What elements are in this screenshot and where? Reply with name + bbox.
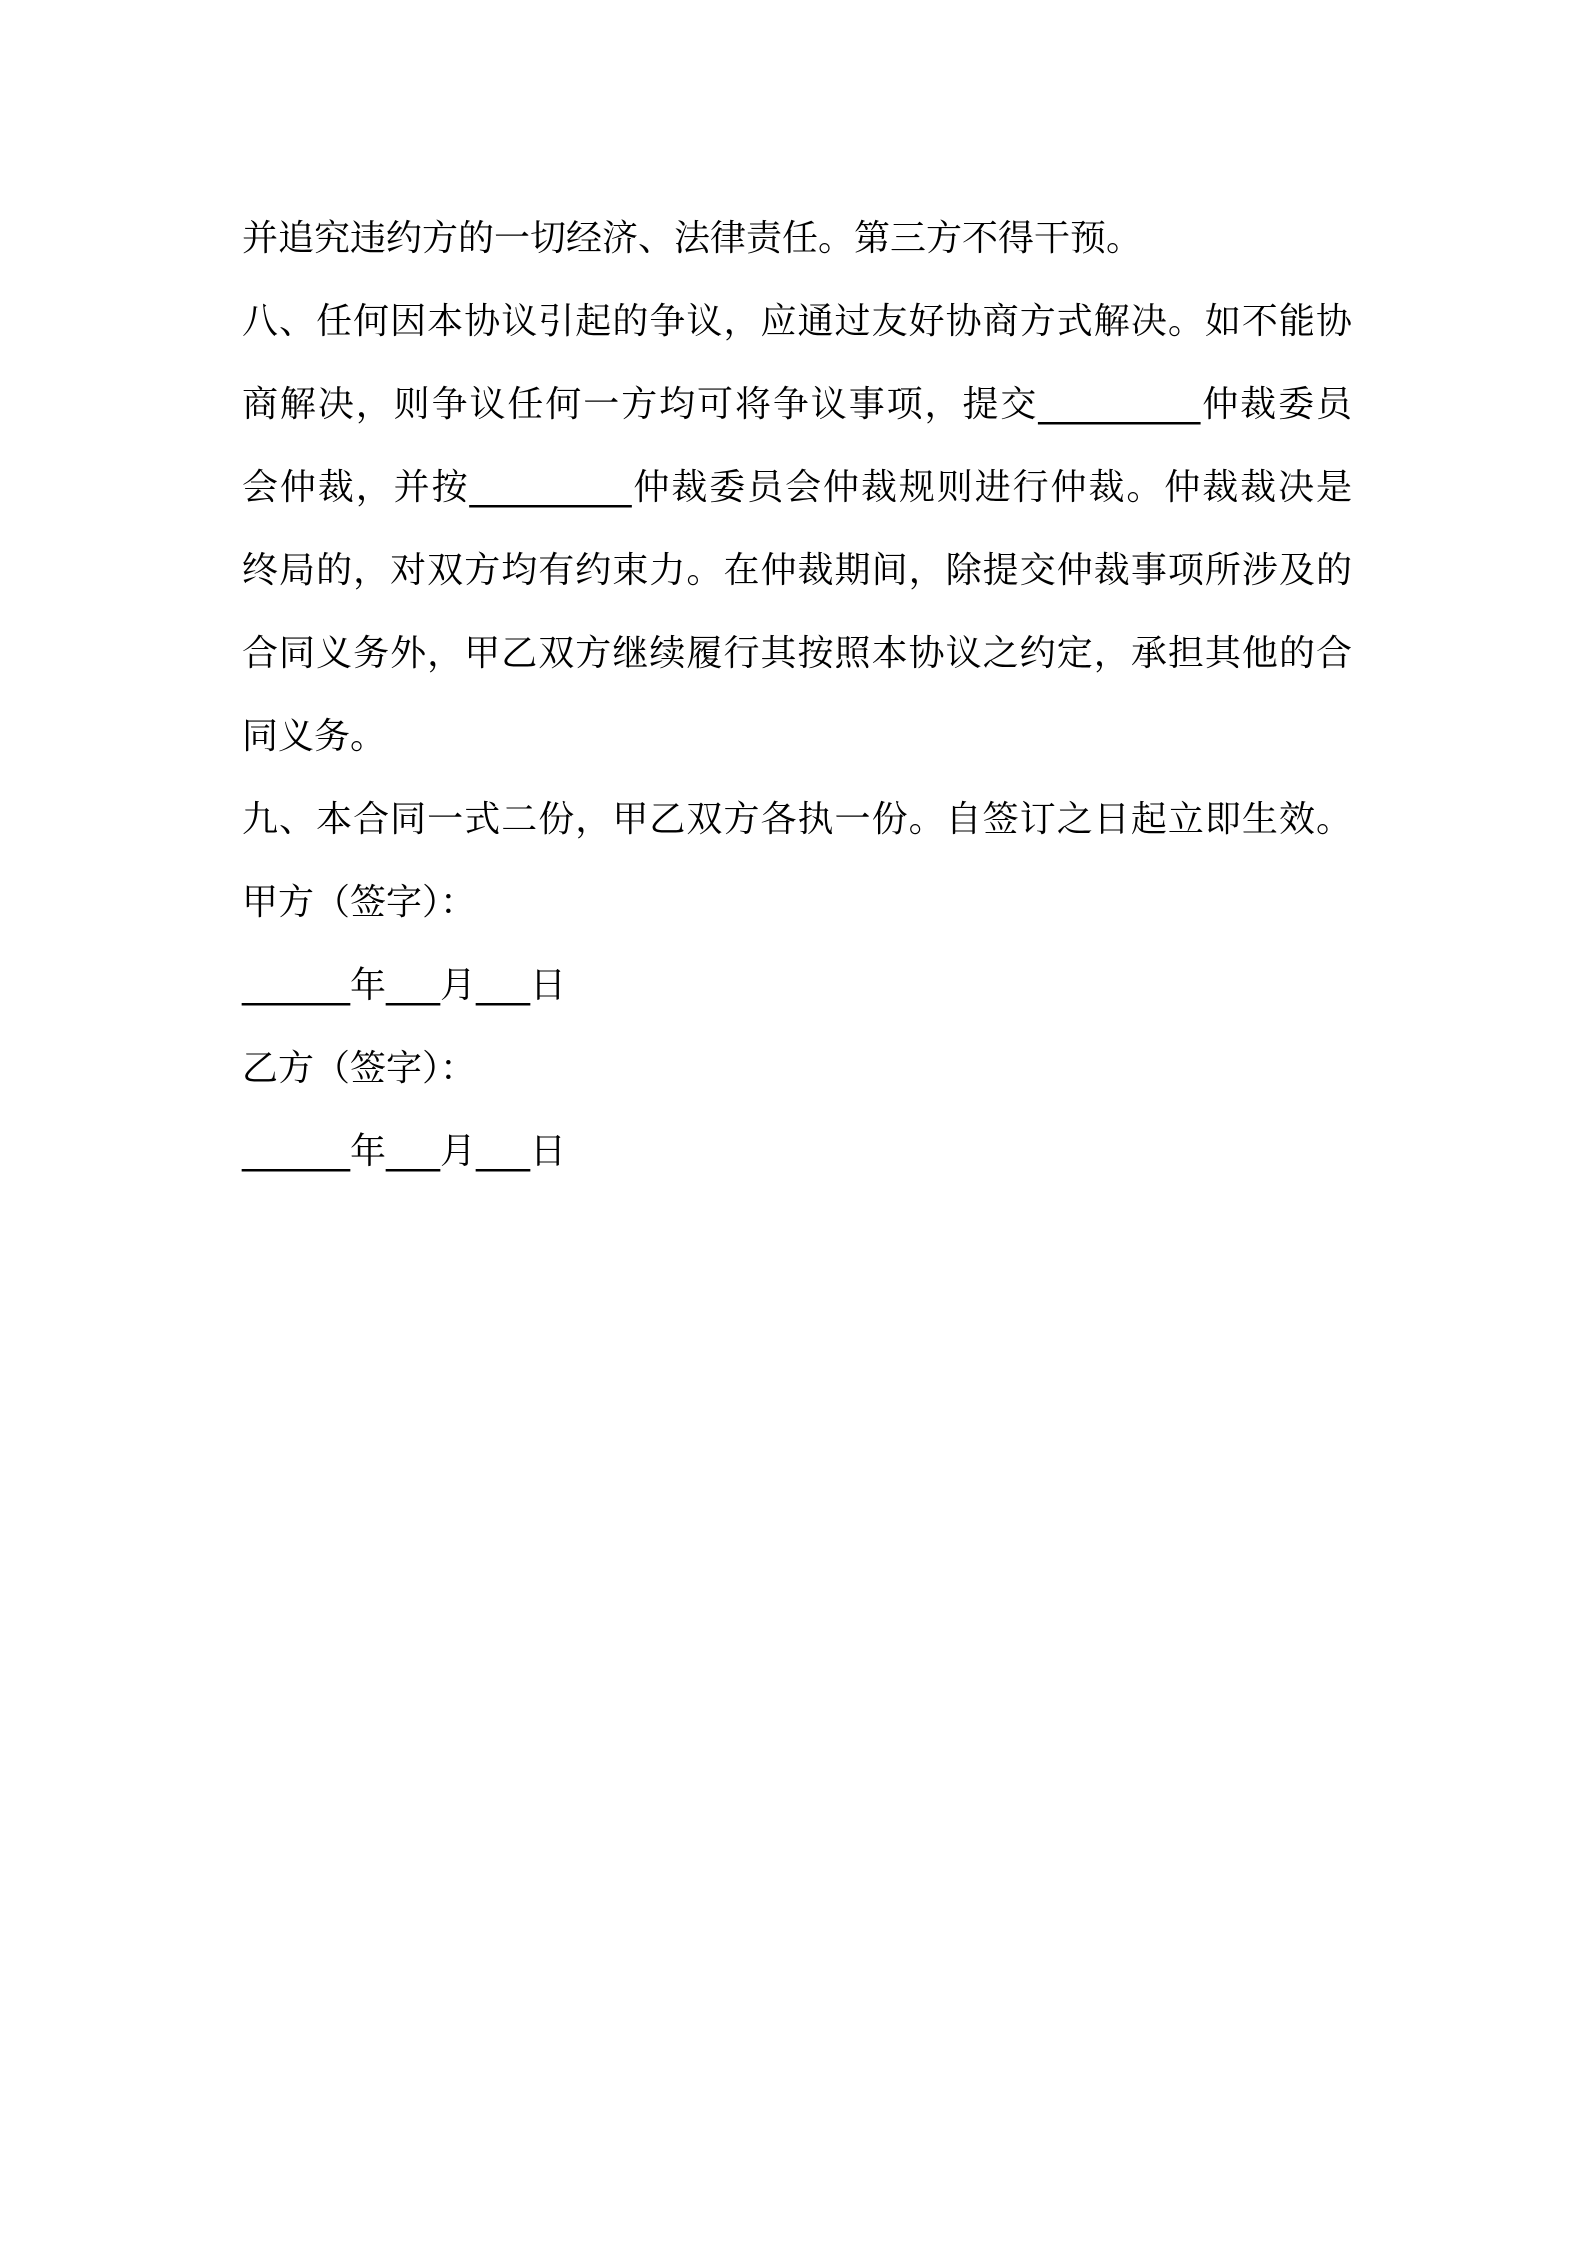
clause-8-line-6: 同义务。 [242,716,387,757]
clause-7-tail-line: 并追究违约方的一切经济、法律责任。第三方不得干预。 [242,218,1143,259]
clause-8-line-2: 商解决，则争议任何一方均可将争议事项，提交_________仲裁委员 [242,384,1352,425]
party-a-signature-label: 甲方（签字）： [242,882,477,923]
party-b-date-line: ______年___月___日 [242,1131,567,1172]
party-b-signature-label: 乙方（签字）： [242,1048,477,1089]
clause-8-line-4: 终局的，对双方均有约束力。在仲裁期间，除提交仲裁事项所涉及的 [242,550,1352,591]
clause-8-line-1: 八、任何因本协议引起的争议，应通过友好协商方式解决。如不能协 [242,301,1352,342]
party-a-date-line: ______年___月___日 [242,965,567,1006]
document-body [242,197,1352,1193]
clause-9-line: 九、本合同一式二份，甲乙双方各执一份。自签订之日起立即生效。 [242,799,1352,840]
clause-8-line-5: 合同义务外，甲乙双方继续履行其按照本协议之约定，承担其他的合 [242,633,1352,674]
clause-8-line-3: 会仲裁，并按_________仲裁委员会仲裁规则进行仲裁。仲裁裁决是 [242,467,1352,508]
